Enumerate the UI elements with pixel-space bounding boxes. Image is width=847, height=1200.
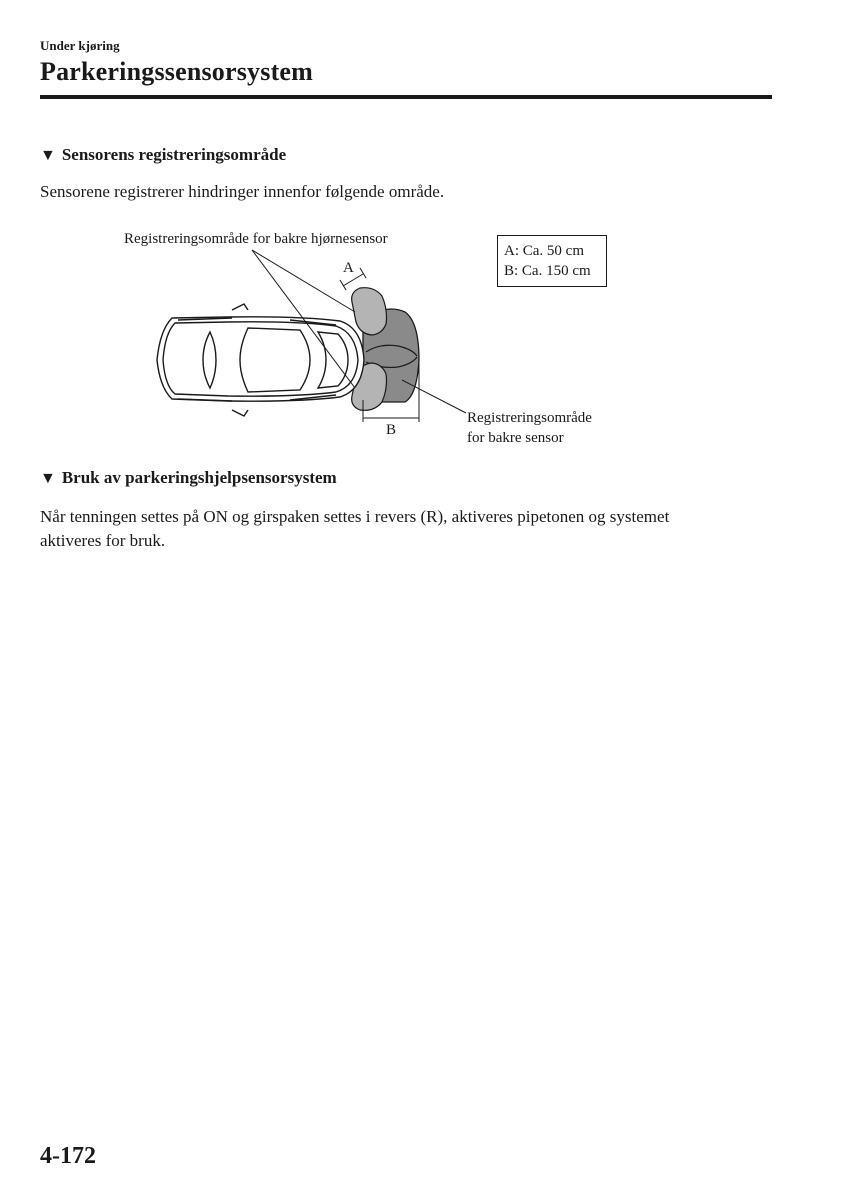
- page-number: 4-172: [40, 1143, 96, 1169]
- corner-sensor-area-label: Registreringsområde for bakre hjørnesensor: [124, 231, 388, 247]
- triangle-marker-icon: ▼: [40, 147, 56, 164]
- chapter-label: Under kjøring: [40, 38, 120, 53]
- legend-a: A: Ca. 50 cm: [504, 243, 584, 259]
- leader-line: [402, 380, 466, 413]
- section-body-text: [40, 505, 780, 553]
- dimension-a-label: A: [343, 260, 354, 276]
- triangle-marker-icon: ▼: [40, 470, 56, 487]
- page-title: Parkeringssensorsystem: [40, 57, 314, 86]
- rear-sensor-area-label: [467, 408, 592, 448]
- rear-sensor-label-line: for bakre sensor: [467, 430, 564, 446]
- body-line: Når tenningen settes på ON og girspaken settes i revers (R), aktiveres pipetonen og systemet: [40, 507, 670, 526]
- body-line: aktiveres for bruk.: [40, 531, 166, 550]
- rear-sensor-label-line: Registreringsområde: [467, 410, 592, 426]
- dimension-a-tick: [360, 268, 366, 278]
- dimension-legend: [497, 235, 607, 287]
- section-body-text: Sensorene registrerer hindringer innenfor følgende område.: [40, 182, 445, 201]
- car-top-view: [157, 304, 364, 416]
- legend-b: B: Ca. 150 cm: [504, 263, 591, 279]
- section-heading-usage: [40, 468, 337, 488]
- dimension-b-label: B: [386, 422, 397, 438]
- section-heading-text: Sensorens registreringsområde: [61, 145, 287, 164]
- leader-line: [252, 250, 355, 312]
- corner-sensor-area-top: [352, 288, 387, 335]
- section-heading-text: Bruk av parkeringshjelpsensorsystem: [61, 468, 337, 487]
